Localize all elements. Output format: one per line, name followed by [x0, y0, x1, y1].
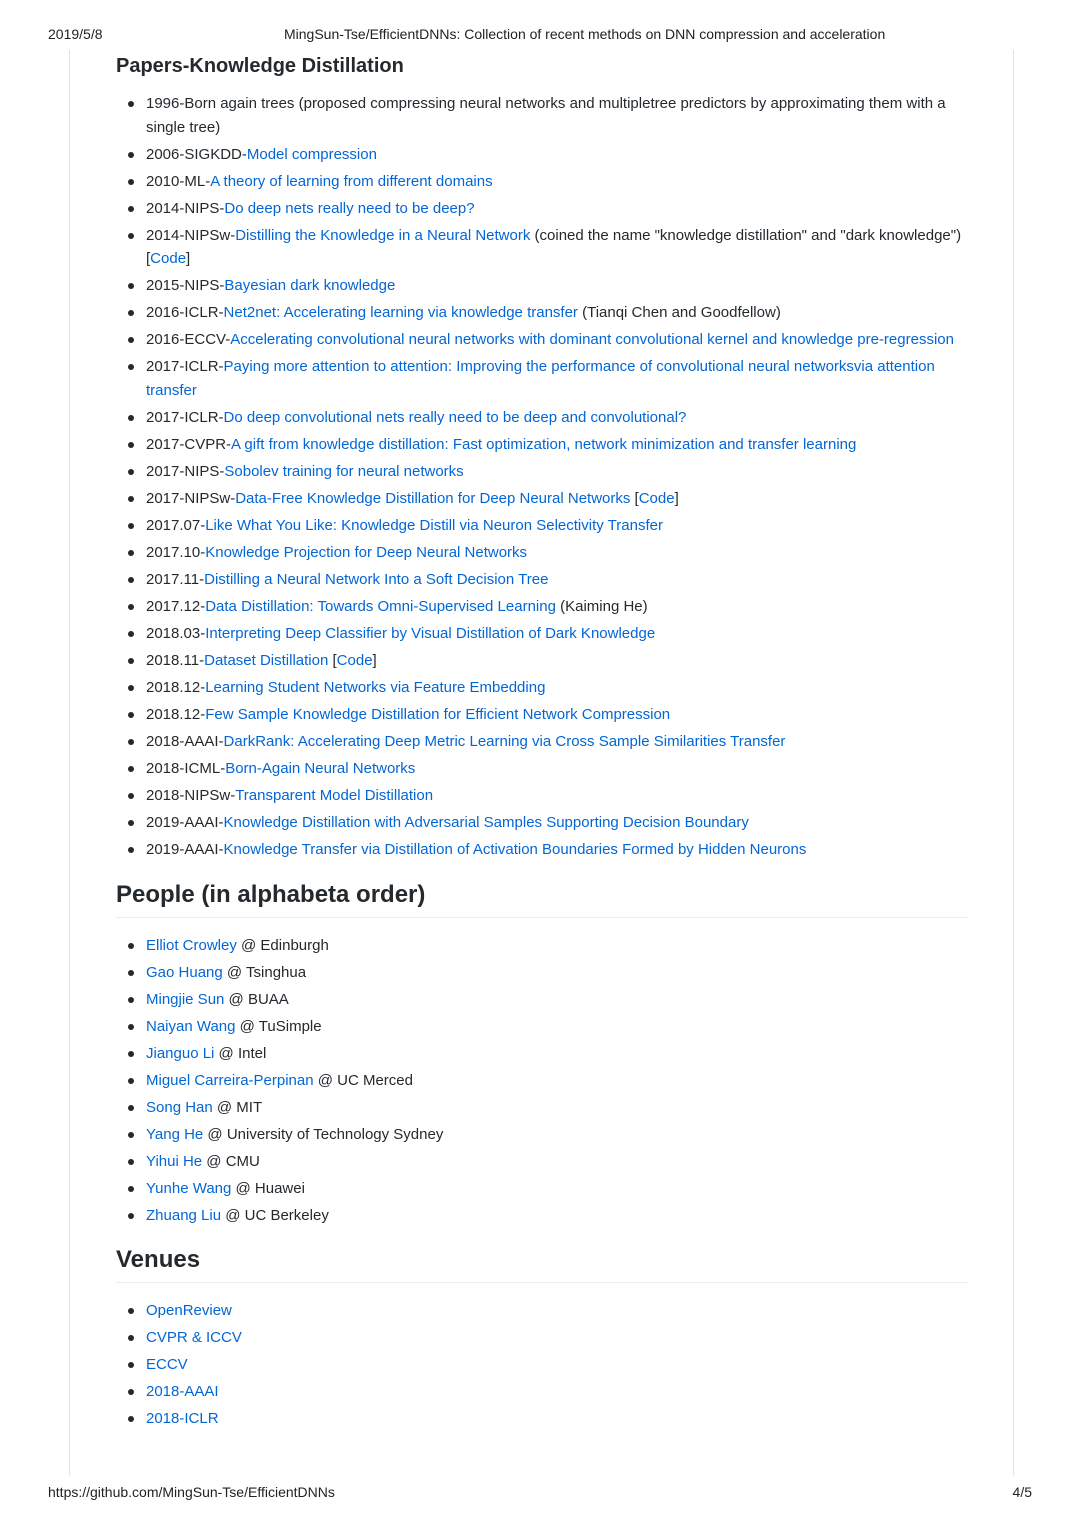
list-item — [116, 934, 968, 958]
person-affiliation: @ CMU — [202, 1153, 260, 1170]
code-link[interactable]: Code — [638, 489, 675, 507]
paper-link[interactable]: Knowledge Transfer via Distillation of Activation Boundaries Formed by Hidden Neurons — [223, 840, 807, 858]
paper-link[interactable]: Learning Student Networks via Feature Embedding — [205, 678, 546, 696]
list-item — [116, 703, 968, 727]
paper-link[interactable]: Sobolev training for neural networks — [224, 462, 464, 480]
venue-link[interactable]: CVPR & ICCV — [146, 1328, 242, 1346]
code-link[interactable]: Code — [150, 250, 187, 267]
page-frame-right — [1013, 50, 1014, 1476]
person-link[interactable]: Naiyan Wang — [146, 1018, 236, 1035]
list-item — [116, 1326, 968, 1350]
paper-link[interactable]: Distilling a Neural Network Into a Soft Decision Tree — [204, 570, 549, 588]
item-text: 2010-ML- — [146, 172, 211, 190]
paper-link[interactable]: Knowledge Projection for Deep Neural Networks — [205, 543, 528, 561]
list-item — [116, 487, 968, 511]
list-item — [116, 355, 968, 402]
paper-link[interactable]: Do deep convolutional nets really need to be deep and convolutional? — [223, 408, 687, 426]
list-item — [116, 433, 968, 457]
list-item — [116, 274, 968, 298]
person-affiliation: @ Edinburgh — [236, 937, 329, 954]
list-item — [116, 1299, 968, 1323]
item-text: 2019-AAAI- — [146, 840, 224, 858]
item-text: 2019-AAAI- — [146, 813, 224, 831]
person-affiliation: @ UC Berkeley — [221, 1207, 329, 1224]
list-item — [116, 1204, 968, 1228]
person-link[interactable]: Miguel Carreira-Perpinan — [146, 1072, 314, 1089]
list-item — [116, 406, 968, 430]
item-text: 2006-SIGKDD- — [146, 145, 247, 163]
person-affiliation: @ BUAA — [224, 991, 289, 1008]
paper-link[interactable]: Few Sample Knowledge Distillation for Efficient Network Compression — [205, 705, 671, 723]
person-affiliation: @ UC Merced — [313, 1072, 413, 1089]
paper-link[interactable]: Knowledge Distillation with Adversarial Samples Supporting Decision Boundary — [223, 813, 749, 831]
item-text: 2017.12- — [146, 597, 206, 615]
person-link[interactable]: Yang He — [146, 1126, 204, 1143]
list-item — [116, 1353, 968, 1377]
section-heading-venues: Venues — [116, 1244, 968, 1283]
person-link[interactable]: Jianguo Li — [146, 1045, 215, 1062]
item-text: 2018-AAAI- — [146, 732, 224, 750]
item-text: 2017-ICLR- — [146, 408, 224, 426]
item-text: [ — [630, 489, 639, 507]
item-text: 2017-ICLR- — [146, 358, 224, 375]
paper-link[interactable]: Do deep nets really need to be deep? — [224, 199, 475, 217]
knowledge-distillation-list — [116, 92, 968, 861]
venue-link[interactable]: OpenReview — [146, 1301, 232, 1319]
item-text: 2017.10- — [146, 543, 206, 561]
person-link[interactable]: Gao Huang — [146, 964, 223, 981]
item-text: 1996-Born again trees (proposed compressing neural networks and multipletree predictors by approximating them with a single tree) — [146, 95, 946, 136]
list-item — [116, 1015, 968, 1039]
paper-link[interactable]: DarkRank: Accelerating Deep Metric Learning via Cross Sample Similarities Transfer — [223, 732, 786, 750]
print-url: https://github.com/MingSun-Tse/EfficientDNNs — [48, 1484, 335, 1500]
paper-link[interactable]: A theory of learning from different domains — [210, 172, 493, 190]
list-item — [116, 1407, 968, 1431]
list-item — [116, 541, 968, 565]
paper-link[interactable]: Data-Free Knowledge Distillation for Deep Neural Networks — [235, 489, 631, 507]
person-affiliation: @ MIT — [212, 1099, 263, 1116]
list-item — [116, 224, 968, 271]
list-item — [116, 514, 968, 538]
list-item — [116, 649, 968, 673]
print-page-number: 4/5 — [1012, 1484, 1032, 1500]
list-item — [116, 1150, 968, 1174]
print-date: 2019/5/8 — [48, 26, 103, 42]
list-item — [116, 1096, 968, 1120]
paper-link[interactable]: Distilling the Knowledge in a Neural Network — [235, 226, 531, 244]
list-item — [116, 961, 968, 985]
list-item — [116, 460, 968, 484]
list-item — [116, 1069, 968, 1093]
list-item — [116, 811, 968, 835]
list-item — [116, 1177, 968, 1201]
readme-content — [116, 52, 968, 1434]
person-affiliation: @ TuSimple — [235, 1018, 322, 1035]
person-link[interactable]: Zhuang Liu — [146, 1207, 222, 1224]
person-affiliation: @ Huawei — [231, 1180, 305, 1197]
item-text: 2018.03- — [146, 624, 206, 642]
item-text: 2014-NIPS- — [146, 199, 225, 217]
list-item — [116, 143, 968, 167]
section-heading-knowledge-distillation: Papers-Knowledge Distillation — [116, 55, 404, 77]
item-text: 2015-NIPS- — [146, 277, 225, 294]
venue-link[interactable]: 2018-AAAI — [146, 1382, 219, 1400]
list-item — [116, 838, 968, 862]
list-item — [116, 92, 968, 139]
item-text: (Tianqi Chen and Goodfellow) — [577, 304, 781, 321]
paper-link[interactable]: Born-Again Neural Networks — [225, 759, 416, 777]
person-link[interactable]: Song Han — [146, 1099, 213, 1116]
list-item — [116, 730, 968, 754]
paper-link[interactable]: Like What You Like: Knowledge Distill via Neuron Selectivity Transfer — [205, 516, 663, 534]
code-link[interactable]: Code — [336, 651, 373, 669]
person-affiliation: @ University of Technology Sydney — [203, 1126, 444, 1143]
item-text: [ — [328, 651, 337, 669]
item-text: ] — [186, 250, 191, 267]
list-item — [116, 676, 968, 700]
list-item — [116, 757, 968, 781]
item-text: ] — [372, 651, 377, 669]
print-title: MingSun-Tse/EfficientDNNs: Collection of recent methods on DNN compression and acceleration — [284, 26, 886, 42]
person-link[interactable]: Yunhe Wang — [146, 1180, 232, 1197]
paper-link[interactable]: Paying more attention to attention: Improving the performance of convolutional neural networksvia attention transfer — [146, 358, 935, 399]
list-item — [116, 784, 968, 808]
venues-list — [116, 1299, 968, 1431]
paper-link[interactable]: Bayesian dark knowledge — [224, 277, 396, 294]
paper-link[interactable]: Accelerating convolutional neural networks with dominant convolutional kernel and knowledge pre-regression — [230, 331, 954, 348]
item-text: 2017-NIPS- — [146, 462, 225, 480]
person-affiliation: @ Intel — [214, 1045, 267, 1062]
item-text: 2018-NIPSw- — [146, 786, 236, 804]
item-text: 2016-ECCV- — [146, 331, 231, 348]
item-text: 2017.07- — [146, 516, 206, 534]
section-heading-people: People (in alphabeta order) — [116, 879, 968, 918]
list-item — [116, 1123, 968, 1147]
item-text: (coined the name "knowledge distillation" and "dark knowledge") [ — [146, 226, 962, 267]
item-text: 2017-NIPSw- — [146, 489, 236, 507]
list-item — [116, 170, 968, 194]
paper-link[interactable]: Transparent Model Distillation — [235, 786, 434, 804]
person-link[interactable]: Elliot Crowley — [146, 937, 237, 954]
people-list — [116, 934, 968, 1228]
list-item — [116, 595, 968, 619]
item-text: 2018.12- — [146, 678, 206, 696]
item-text: 2018.11- — [146, 651, 205, 669]
list-item — [116, 197, 968, 221]
list-item — [116, 622, 968, 646]
list-item — [116, 568, 968, 592]
person-affiliation: @ Tsinghua — [222, 964, 307, 981]
item-text: 2018-ICML- — [146, 759, 226, 777]
paper-link[interactable]: Model compression — [246, 145, 377, 163]
paper-link[interactable]: Data Distillation: Towards Omni-Supervised Learning — [205, 597, 556, 615]
item-text: 2018.12- — [146, 705, 206, 723]
paper-link[interactable]: Dataset Distillation — [204, 651, 329, 669]
paper-link[interactable]: Interpreting Deep Classifier by Visual Distillation of Dark Knowledge — [205, 624, 656, 642]
person-link[interactable]: Mingjie Sun — [146, 991, 225, 1008]
venue-link[interactable]: ECCV — [146, 1355, 188, 1373]
venue-link[interactable]: 2018-ICLR — [146, 1409, 219, 1427]
list-item — [116, 1042, 968, 1066]
item-text: (Kaiming He) — [555, 597, 648, 615]
item-text: 2014-NIPSw- — [146, 226, 236, 244]
item-text: 2016-ICLR- — [146, 304, 224, 321]
person-link[interactable]: Yihui He — [146, 1153, 203, 1170]
paper-link[interactable]: Net2net: Accelerating learning via knowledge transfer — [223, 304, 578, 321]
item-text: ] — [674, 489, 679, 507]
list-item — [116, 328, 968, 352]
item-text: 2017-CVPR- — [146, 435, 232, 453]
list-item — [116, 1380, 968, 1404]
list-item — [116, 988, 968, 1012]
item-text: 2017.11- — [146, 570, 205, 588]
page-frame-left — [69, 50, 70, 1476]
list-item — [116, 301, 968, 325]
paper-link[interactable]: A gift from knowledge distillation: Fast optimization, network minimization and transfer learning — [231, 435, 857, 453]
